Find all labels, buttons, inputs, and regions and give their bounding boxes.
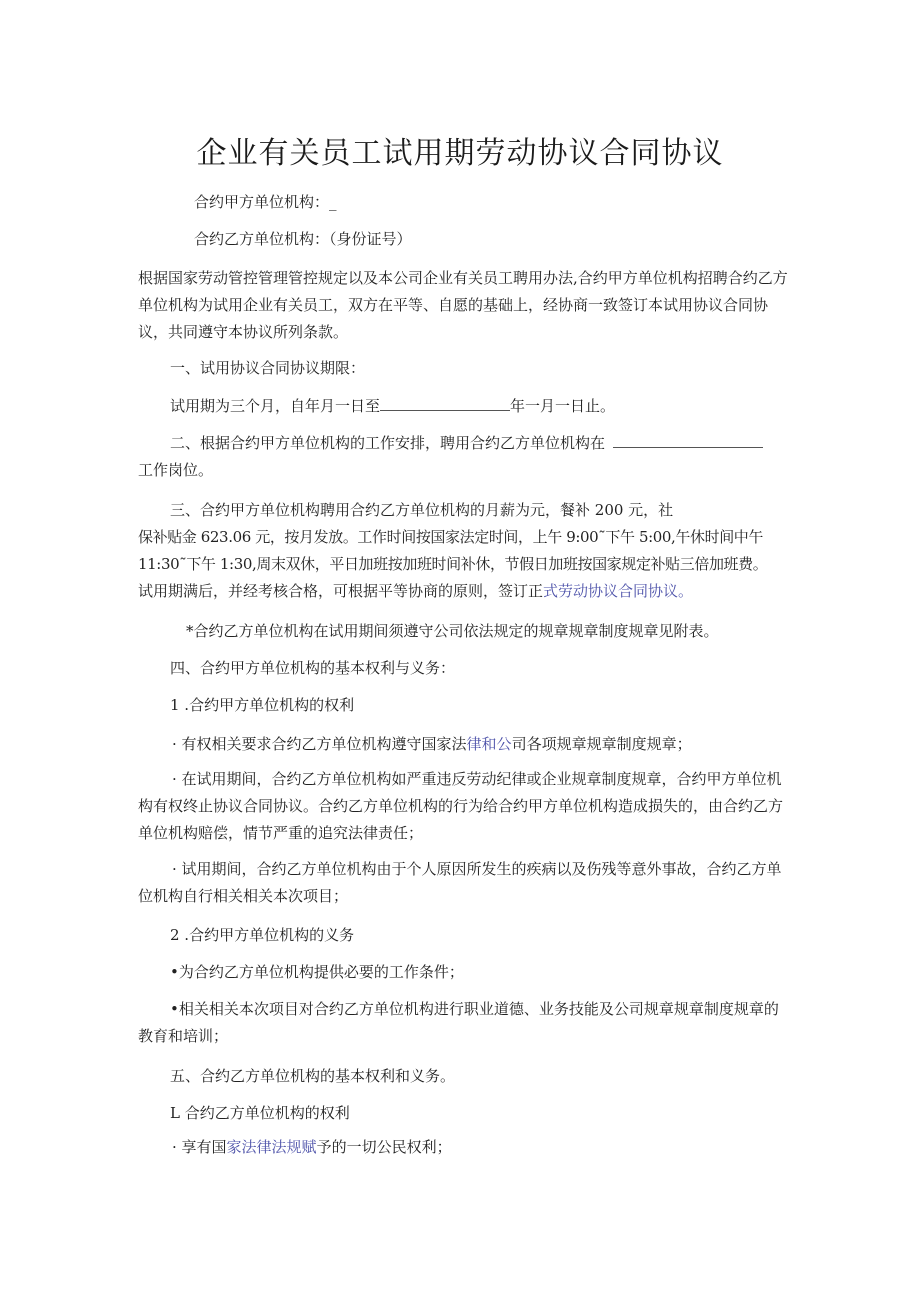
section-2-text: 二、根据合约甲方单位机构的工作安排，聘用合约乙方单位机构在 [170, 434, 606, 452]
section-4-1-item-a [172, 731, 822, 757]
section-2-continued: 工作岗位。 [138, 461, 214, 479]
section-2-line [170, 430, 820, 456]
party-b-line: 合约乙方单位机构：（身份证号） [194, 230, 412, 248]
section-1-body-end: 年一月一日止。 [510, 397, 616, 415]
section-5-1-item-a-link: 家法律法规赋 [226, 1138, 317, 1156]
section-5-1-item-a-start: · 享有国 [172, 1138, 227, 1156]
date-blank [380, 394, 510, 411]
section-3-line-2: 保补贴金 623.06 元，按月发放。工作时间按国家法定时间，上午 9:00˜下午 5:00,午休时间中午 [138, 528, 763, 546]
section-3-line-1: 三、合约甲方单位机构聘用合约乙方单位机构的月薪为元，餐补 200 元，社 [170, 501, 674, 519]
section-3-line-3: 11:30˜下午 1:30,周末双休，平日加班按加班时间补休，节假日加班按国家规定补贴三倍加班费。 [138, 555, 768, 573]
section-4-1-item-a-end: 司各项规章规章制度规章； [511, 735, 692, 753]
section-5-heading: 五、合约乙方单位机构的基本权利和义务。 [170, 1067, 456, 1085]
section-4-2-item-b: •相关相关本次项目对合约乙方单位机构进行职业道德、业务技能及公司规章规章制度规章的教育和培训； [138, 1000, 779, 1045]
document-title: 企业有关员工试用期劳动协议合同协议 [196, 136, 724, 171]
section-4-1-item-c: · 试用期间，合约乙方单位机构由于个人原因所发生的疾病以及伤残等意外事故，合约乙方单位机构自行相关相关本次项目； [138, 860, 782, 905]
intro-paragraph: 根据国家劳动管控管理管控规定以及本公司企业有关员工聘用办法,合约甲方单位机构招聘合约乙方单位机构为试用企业有关员工，双方在平等、自愿的基础上，经协商一致签订本试用协议合同协议，共同遵守本协议所列条款。 [138, 269, 788, 341]
section-4-2-heading: 2 .合约甲方单位机构的义务 [170, 926, 355, 944]
section-1-body [170, 393, 820, 419]
section-3-line-4 [138, 578, 788, 604]
section-5-1-item-a-end: 予的一切公民权利； [316, 1138, 452, 1156]
rules-note: *合约乙方单位机构在试用期间须遵守公司依法规定的规章规章制度规章见附表。 [186, 622, 719, 640]
section-4-heading: 四、合约甲方单位机构的基本权利与义务： [170, 659, 456, 677]
section-5-1-heading: L 合约乙方单位机构的权利 [170, 1104, 350, 1122]
section-1-body-start: 试用期为三个月，自年月一日至 [170, 397, 381, 415]
position-blank [613, 431, 763, 448]
section-3-line-4-link: 式劳动协议合同协议。 [543, 582, 694, 600]
section-4-1-item-a-link: 律和公 [466, 735, 512, 753]
section-5-1-item-a [172, 1134, 822, 1160]
party-a-line: 合约甲方单位机构：_ [194, 193, 337, 211]
section-4-1-heading: 1 .合约甲方单位机构的权利 [170, 696, 355, 714]
section-4-2-item-a: •为合约乙方单位机构提供必要的工作条件； [170, 963, 464, 981]
section-4-1-item-b: · 在试用期间，合约乙方单位机构如严重违反劳动纪律或企业规章制度规章，合约甲方单位机构有权终止协议合同协议。合约乙方单位机构的行为给合约甲方单位机构造成损失的，由合约乙方单位机构赔偿，情节严重的追究法律责任； [138, 770, 784, 842]
section-1-heading: 一、试用协议合同协议期限： [170, 359, 366, 377]
section-4-1-item-a-start: · 有权相关要求合约乙方单位机构遵守国家法 [172, 735, 467, 753]
section-3-line-4-text: 试用期满后，并经考核合格，可根据平等协商的原则，签订正 [138, 582, 544, 600]
